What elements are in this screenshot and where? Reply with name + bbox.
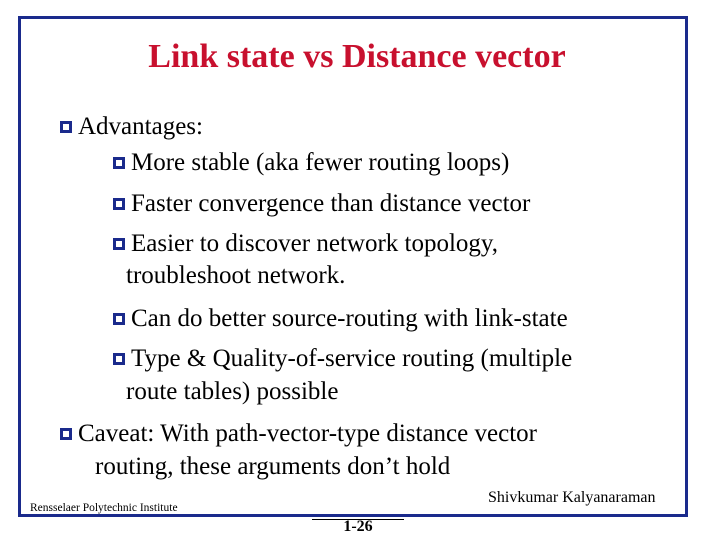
square-bullet-icon (60, 428, 72, 440)
bullet-text: Type & Quality-of-service routing (multiple (131, 345, 573, 372)
bullet-stable (113, 148, 509, 178)
square-bullet-icon (60, 121, 72, 133)
footer-institution: Rensselaer Polytechnic Institute (30, 502, 178, 514)
bullet-text: Faster convergence than distance vector (131, 190, 531, 217)
bullet-text: Advantages: (78, 113, 203, 140)
square-bullet-icon (113, 238, 125, 250)
square-bullet-icon (113, 157, 125, 169)
page-number: 1-26 (343, 518, 373, 535)
square-bullet-icon (113, 313, 125, 325)
bullet-convergence (113, 189, 530, 219)
bullet-caveat (60, 419, 537, 449)
square-bullet-icon (113, 198, 125, 210)
bullet-text: Caveat: With path-vector-type distance vector (78, 420, 537, 447)
bullet-caveat-continuation: routing, these arguments don’t hold (95, 453, 451, 480)
slide-title: Link state vs Distance vector (148, 38, 566, 75)
bullet-topology-continuation: troubleshoot network. (126, 262, 346, 289)
bullet-qos (113, 344, 572, 374)
square-bullet-icon (113, 353, 125, 365)
bullet-advantages (60, 112, 203, 142)
bullet-qos-continuation: route tables) possible (126, 378, 339, 405)
bullet-text: More stable (aka fewer routing loops) (131, 149, 510, 176)
bullet-topology (113, 229, 498, 259)
bullet-text: Can do better source-routing with link-state (131, 305, 568, 332)
footer-author: Shivkumar Kalyanaraman (488, 489, 656, 506)
bullet-text: Easier to discover network topology, (131, 230, 499, 257)
bullet-source-routing (113, 304, 568, 334)
